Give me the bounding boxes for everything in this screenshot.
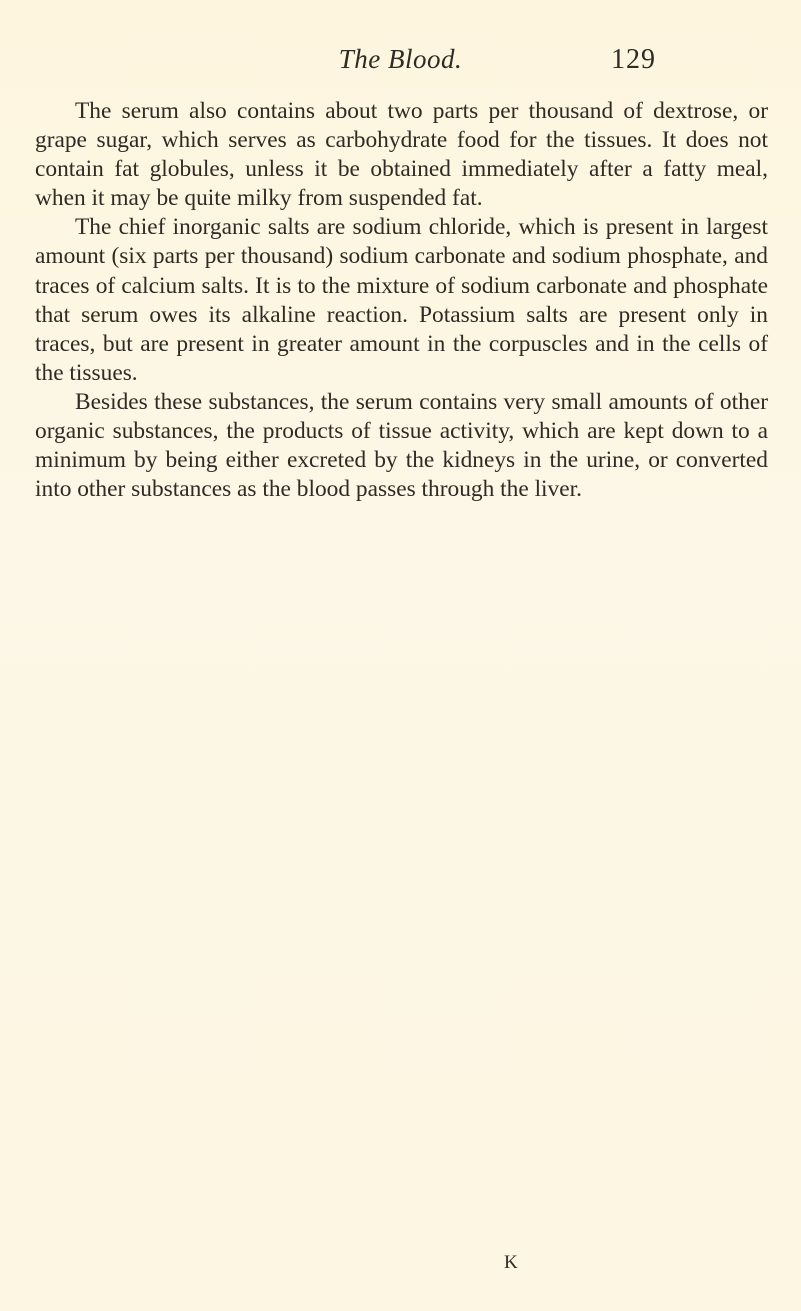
paragraph-serum-dextrose: The serum also contains about two parts per thousand of dextrose, or grape sugar, which serves as carbohydrate food for the tissues. It does not contain fat globules, unless it be obtained immediately after a fatty meal, when it may be quite milky from suspended fat. xyxy=(35,98,768,212)
paragraph-organic-substances: Besides these substances, the serum contains very small amounts of other organic substances, the products of tissue activity, which are kept down to a minimum by being either excreted by the kidneys in the urine, or converted into other substances as the blood passes through the liver. xyxy=(35,388,768,503)
paragraph-inorganic-salts: The chief inorganic salts are sodium chloride, which is present in largest amount (six parts per thousand) sodium carbonate and sodium phosphate, and traces of calcium salts. It is to the mixture of sodium carbonate and phosphate that serum owes its alkaline reaction. Potassium salts are present only in traces, but are present in greater amount in the corpuscles and in the cells of the tissues. xyxy=(35,214,768,386)
running-title: The Blood. xyxy=(338,44,463,74)
signature-mark: K xyxy=(504,1252,518,1273)
body-text xyxy=(35,97,768,504)
page-number: 129 xyxy=(611,44,656,75)
